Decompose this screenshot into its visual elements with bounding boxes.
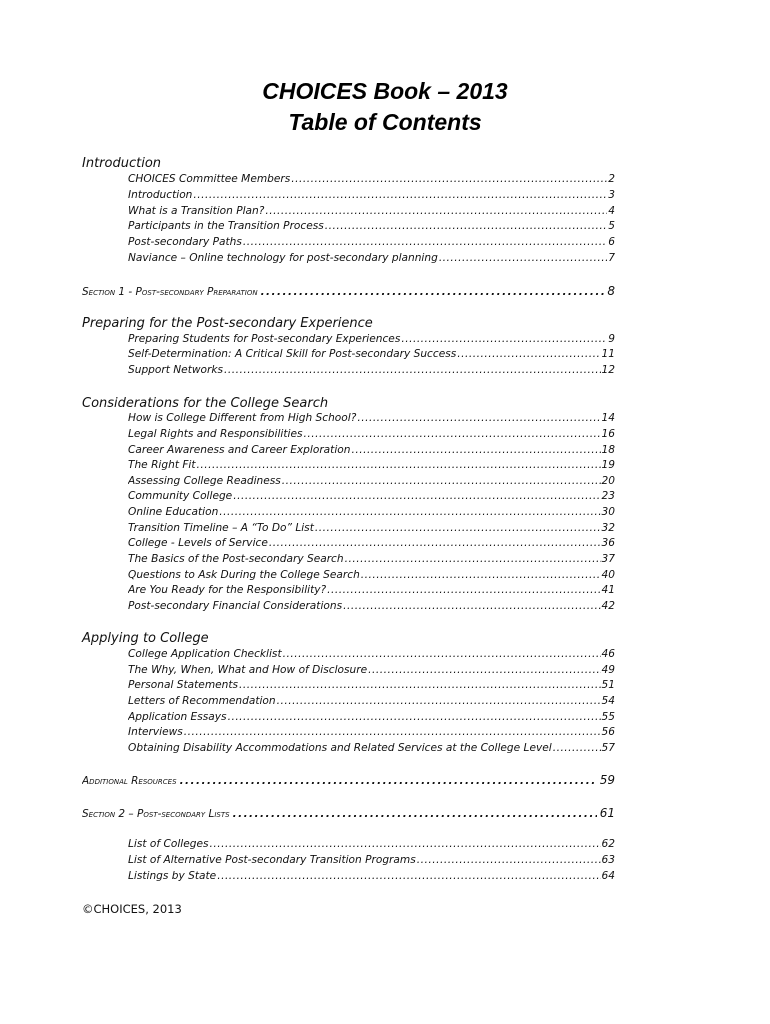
toc-entry-label: Introduction: [128, 189, 193, 201]
toc-entry-page: 49: [601, 664, 615, 676]
toc-entry[interactable]: [128, 412, 615, 424]
toc-entry-page: 40: [601, 569, 615, 581]
toc-entry-label: Application Essays: [128, 711, 227, 723]
dot-leader: [368, 664, 600, 676]
toc-entry-label: Personal Statements: [128, 679, 239, 691]
toc-entry-label: College - Levels of Service: [128, 537, 268, 549]
toc-entry-label: Self-Determination: A Critical Skill for Post-secondary Success: [128, 348, 457, 360]
toc-additional-resources[interactable]: [82, 773, 615, 787]
toc-entry-label: List of Colleges: [128, 838, 209, 850]
toc-entry-label: CHOICES Committee Members: [128, 173, 291, 185]
dot-leader: [325, 220, 607, 232]
toc-entry[interactable]: [128, 364, 615, 376]
toc-entry-label: Assessing College Readiness: [128, 475, 281, 487]
toc-entry-label: Are You Ready for the Responsibility?: [128, 584, 327, 596]
toc-entry-label: The Basics of the Post-secondary Search: [128, 553, 344, 565]
toc-entry-page: 2: [608, 173, 615, 185]
dot-leader: [304, 428, 601, 440]
toc-entry[interactable]: [128, 428, 615, 440]
toc-entry-label: The Why, When, What and How of Disclosure: [128, 664, 368, 676]
toc-entry-label: Transition Timeline – A “To Do” List: [128, 522, 314, 534]
dot-leader: [228, 711, 601, 723]
toc-entry-label: Naviance – Online technology for post-secondary planning: [128, 252, 438, 264]
section-label: Additional Resources: [82, 775, 177, 787]
toc-entry[interactable]: [128, 870, 615, 882]
toc-entry-page: 55: [601, 711, 615, 723]
toc-entry-label: Online Education: [128, 506, 219, 518]
dot-leader: [315, 522, 601, 534]
dot-leader: [401, 333, 607, 345]
dot-leader: [291, 173, 607, 185]
heading-preparing: Preparing for the Post-secondary Experience: [82, 316, 373, 331]
toc-entry[interactable]: [128, 205, 615, 217]
toc-entry[interactable]: [128, 648, 615, 660]
dot-leader: [233, 490, 600, 502]
toc-entry[interactable]: [128, 475, 615, 487]
dot-leader: [277, 695, 601, 707]
toc-entry-page: 5: [608, 220, 615, 232]
dot-leader: [184, 726, 601, 738]
toc-entry[interactable]: [128, 711, 615, 723]
toc-entry-label: The Right Fit: [128, 459, 196, 471]
section-page: 8: [607, 284, 615, 298]
dot-leader: [243, 236, 607, 248]
toc-entry-page: 20: [601, 475, 615, 487]
toc-entry[interactable]: [128, 252, 615, 264]
toc-entry-page: 57: [601, 742, 615, 754]
dot-leader: [439, 252, 607, 264]
toc-entry[interactable]: [128, 854, 615, 866]
dot-leader: [351, 444, 600, 456]
toc-entry[interactable]: [128, 695, 615, 707]
toc-entry-page: 46: [601, 648, 615, 660]
dot-leader: [553, 742, 601, 754]
toc-entry[interactable]: [128, 333, 615, 345]
toc-entry-label: Letters of Recommendation: [128, 695, 276, 707]
toc-entry[interactable]: [128, 189, 615, 201]
dot-leader: [457, 348, 600, 360]
dot-leader: [283, 648, 601, 660]
toc-entry-page: 64: [601, 870, 615, 882]
section-label: Section 1 - Post-secondary Preparation: [82, 286, 258, 298]
dot-leader: [219, 506, 600, 518]
toc-entry-label: Obtaining Disability Accommodations and Related Services at the College Level: [128, 742, 552, 754]
toc-entry[interactable]: [128, 220, 615, 232]
toc-entry-page: 30: [601, 506, 615, 518]
dot-leader: [210, 838, 601, 850]
toc-entry-page: 3: [608, 189, 615, 201]
copyright-footer: ©CHOICES, 2013: [82, 902, 182, 916]
toc-entry-page: 9: [608, 333, 615, 345]
toc-entry-page: 32: [601, 522, 615, 534]
toc-entry-page: 6: [608, 236, 615, 248]
dot-leader: [239, 679, 600, 691]
toc-entry[interactable]: [128, 348, 615, 360]
toc-entry-page: 36: [601, 537, 615, 549]
heading-applying: Applying to College: [82, 631, 209, 646]
dot-leader: [197, 459, 601, 471]
dot-leader: [233, 808, 597, 820]
toc-entry[interactable]: [128, 490, 615, 502]
toc-entry[interactable]: [128, 553, 615, 565]
toc-entry-label: Community College: [128, 490, 233, 502]
dot-leader: [282, 475, 601, 487]
toc-entry-page: 18: [601, 444, 615, 456]
toc-entry[interactable]: [128, 506, 615, 518]
toc-entry[interactable]: [128, 537, 615, 549]
toc-entry-page: 41: [601, 584, 615, 596]
toc-entry-label: Post-secondary Paths: [128, 236, 242, 248]
toc-entry-label: Interviews: [128, 726, 183, 738]
toc-entry-label: Preparing Students for Post-secondary Experiences: [128, 333, 401, 345]
toc-entry[interactable]: [128, 584, 615, 596]
toc-entry-page: 23: [601, 490, 615, 502]
section-label: Section 2 – Post-secondary Lists: [82, 808, 230, 820]
dot-leader: [327, 584, 600, 596]
toc-section-1[interactable]: [82, 284, 615, 298]
toc-entry-page: 42: [601, 600, 615, 612]
toc-entry-page: 14: [601, 412, 615, 424]
toc-entry-page: 16: [601, 428, 615, 440]
section-page: 61: [599, 806, 615, 820]
toc-entry-label: College Application Checklist: [128, 648, 282, 660]
toc-entry-label: How is College Different from High School?: [128, 412, 357, 424]
toc-entry-page: 56: [601, 726, 615, 738]
dot-leader: [180, 775, 597, 787]
toc-entry[interactable]: [128, 600, 615, 612]
dot-leader: [269, 537, 601, 549]
toc-entry-label: Legal Rights and Responsibilities: [128, 428, 303, 440]
toc-entry[interactable]: [128, 236, 615, 248]
dot-leader: [224, 364, 601, 376]
heading-introduction: Introduction: [82, 156, 162, 171]
toc-entry[interactable]: [128, 742, 615, 754]
toc-entry-page: 12: [601, 364, 615, 376]
toc-entry[interactable]: [128, 173, 615, 185]
dot-leader: [417, 854, 601, 866]
toc-entry-page: 19: [601, 459, 615, 471]
toc-entry-page: 7: [608, 252, 615, 264]
toc-entry[interactable]: [128, 569, 615, 581]
dot-leader: [361, 569, 601, 581]
toc-entry-page: 54: [601, 695, 615, 707]
toc-entry[interactable]: [128, 459, 615, 471]
toc-entry-page: 11: [601, 348, 615, 360]
dot-leader: [265, 205, 607, 217]
toc-entry-label: Participants in the Transition Process: [128, 220, 324, 232]
toc-entry[interactable]: [128, 726, 615, 738]
document-subtitle: Table of Contents: [288, 109, 482, 135]
document-title: CHOICES Book – 2013: [262, 78, 508, 104]
toc-entry-page: 51: [601, 679, 615, 691]
section-page: 59: [599, 773, 615, 787]
toc-section-2[interactable]: [82, 806, 615, 820]
toc-entry-page: 37: [601, 553, 615, 565]
toc-entry-label: What is a Transition Plan?: [128, 205, 265, 217]
heading-considerations: Considerations for the College Search: [82, 396, 329, 411]
toc-entry-label: List of Alternative Post-secondary Transition Programs: [128, 854, 416, 866]
toc-entry[interactable]: [128, 838, 615, 850]
toc-entry-label: Listings by State: [128, 870, 217, 882]
dot-leader: [345, 553, 601, 565]
toc-entry[interactable]: [128, 522, 615, 534]
toc-entry[interactable]: [128, 664, 615, 676]
toc-entry-label: Career Awareness and Career Exploration: [128, 444, 351, 456]
toc-entry[interactable]: [128, 444, 615, 456]
dot-leader: [357, 412, 600, 424]
toc-entry-label: Post-secondary Financial Considerations: [128, 600, 343, 612]
toc-entry-label: Support Networks: [128, 364, 223, 376]
dot-leader: [343, 600, 600, 612]
dot-leader: [261, 286, 605, 298]
toc-entry-page: 62: [601, 838, 615, 850]
toc-entry[interactable]: [128, 679, 615, 691]
dot-leader: [217, 870, 600, 882]
dot-leader: [193, 189, 607, 201]
toc-entry-page: 4: [608, 205, 615, 217]
toc-entry-label: Questions to Ask During the College Search: [128, 569, 360, 581]
toc-entry-page: 63: [601, 854, 615, 866]
